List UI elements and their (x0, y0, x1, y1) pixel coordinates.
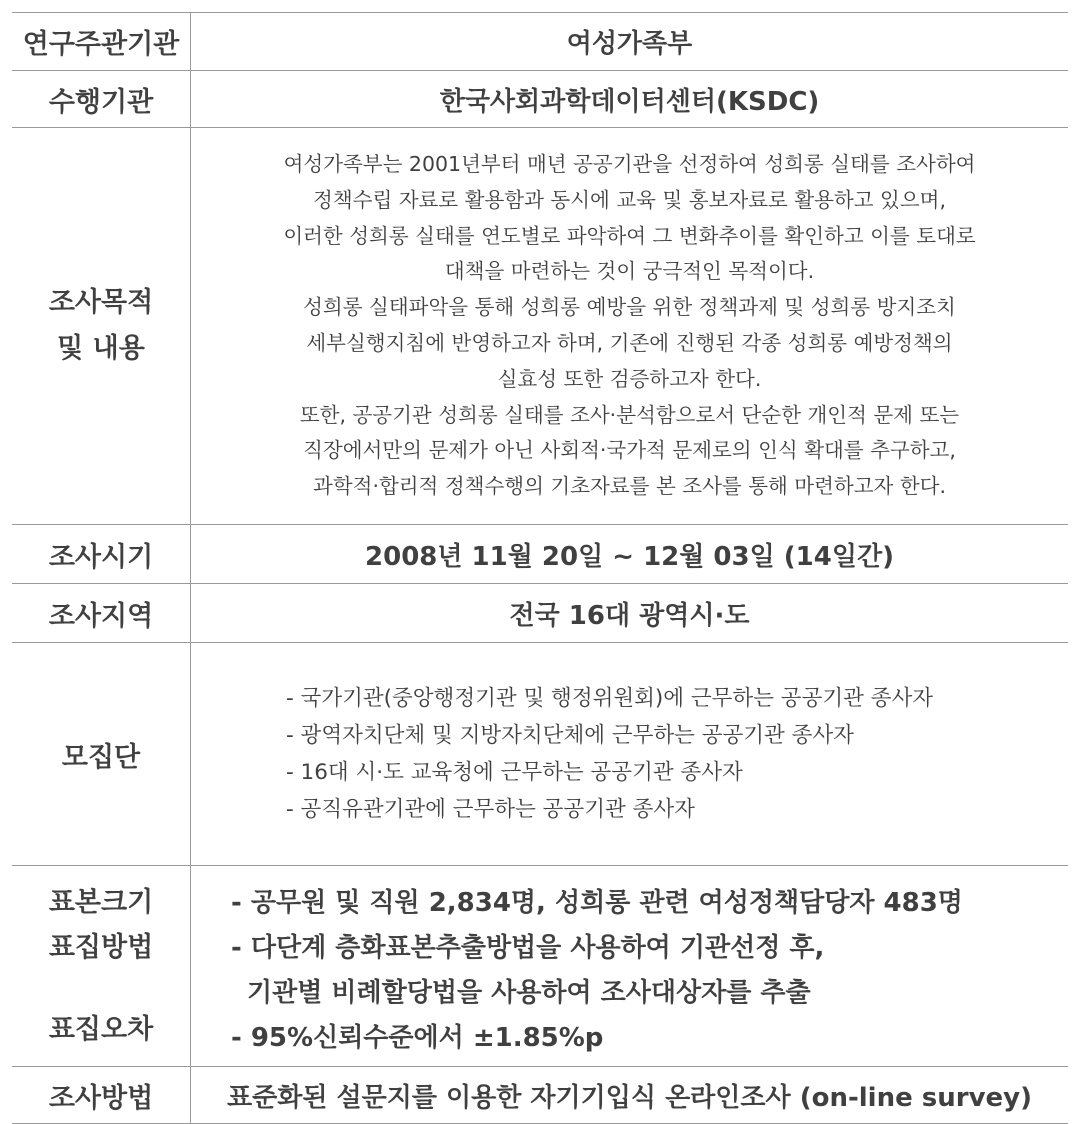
purpose-text (191, 147, 1068, 505)
label-sampling-method: 표집방법 (48, 932, 154, 963)
value-purpose (191, 128, 1069, 525)
population-item: - 공직유관기관에 근무하는 공공기관 종사자 (285, 797, 695, 822)
row-purpose (12, 128, 1068, 525)
population-list (286, 680, 933, 828)
population-item: - 광역자치단체 및 지방자치단체에 근무하는 공공기관 종사자 (285, 723, 854, 748)
purpose-line: 성희롱 실태파악을 통해 성희롱 예방을 위한 정책과제 및 성희롱 방지조치 (303, 295, 956, 320)
purpose-line: 대책을 마련하는 것이 궁극적인 목적이다. (444, 259, 815, 284)
label-research-agency: 연구주관기관 (12, 13, 191, 71)
label-population: 모집단 (12, 643, 191, 866)
row-population (12, 643, 1068, 866)
purpose-line: 이러한 성희롱 실태를 연도별로 파악하여 그 변화추이를 확인하고 이를 토대로 (283, 223, 976, 248)
sample-line: - 95%신뢰수준에서 ±1.85%p (231, 1023, 604, 1053)
label-purpose (12, 128, 191, 525)
label-survey-period: 조사시기 (12, 525, 191, 584)
label-sample-size: 표본크기 (48, 887, 154, 918)
value-population (191, 643, 1069, 866)
value-survey-region: 전국 16대 광역시·도 (191, 584, 1069, 643)
value-sample (191, 866, 1069, 1067)
population-item: - 16대 시·도 교육청에 근무하는 공공기관 종사자 (285, 760, 743, 785)
sample-line: 기관별 비례할당법을 사용하여 조사대상자를 추출 (247, 978, 811, 1008)
label-purpose-line: 조사목적 (48, 287, 154, 318)
label-executing-agency: 수행기관 (12, 71, 191, 128)
purpose-line: 정책수립 자료로 활용함과 동시에 교육 및 홍보자료로 활용하고 있으며, (313, 187, 946, 212)
label-purpose-line: 및 내용 (57, 333, 145, 364)
sample-line: - 다단계 층화표본추출방법을 사용하여 기관선정 후, (231, 933, 825, 963)
sample-line: - 공무원 및 직원 2,834명, 성희롱 관련 여성정책담당자 483명 (231, 888, 963, 918)
row-research-agency (12, 13, 1068, 71)
purpose-line: 직장에서만의 문제가 아닌 사회적·국가적 문제로의 인식 확대를 추구하고, (303, 438, 956, 463)
purpose-line: 여성가족부는 2001년부터 매년 공공기관을 선정하여 성희롱 실태를 조사하여 (283, 152, 976, 177)
value-survey-period: 2008년 11월 20일 ~ 12월 03일 (14일간) (191, 525, 1069, 584)
sample-list (191, 871, 1068, 1061)
sample-label-group (12, 880, 190, 1052)
purpose-line: 실효성 또한 검증하고자 한다. (497, 366, 762, 391)
row-sample (12, 866, 1068, 1067)
label-survey-method: 조사방법 (12, 1067, 191, 1124)
label-sample (12, 866, 191, 1067)
label-sampling-error: 표집오차 (48, 1014, 154, 1045)
purpose-line: 세부실행지침에 반영하고자 하며, 기존에 진행된 각종 성희롱 예방정책의 (306, 331, 953, 355)
row-survey-period (12, 525, 1068, 584)
purpose-line: 과학적·합리적 정책수행의 기초자료를 본 조사를 통해 마련하고자 한다. (313, 474, 946, 499)
row-executing-agency (12, 71, 1068, 128)
purpose-line: 또한, 공공기관 성희롱 실태를 조사·분석함으로서 단순한 개인적 문제 또는 (299, 402, 960, 427)
value-research-agency: 여성가족부 (191, 13, 1069, 71)
value-survey-method: 표준화된 설문지를 이용한 자기기입식 온라인조사 (on-line survey) (191, 1067, 1069, 1124)
survey-overview-table (12, 12, 1068, 1124)
row-survey-method (12, 1067, 1068, 1124)
row-survey-region (12, 584, 1068, 643)
value-executing-agency: 한국사회과학데이터센터(KSDC) (191, 71, 1069, 128)
population-item: - 국가기관(중앙행정기관 및 행정위원회)에 근무하는 공공기관 종사자 (285, 686, 934, 711)
label-survey-region: 조사지역 (12, 584, 191, 643)
